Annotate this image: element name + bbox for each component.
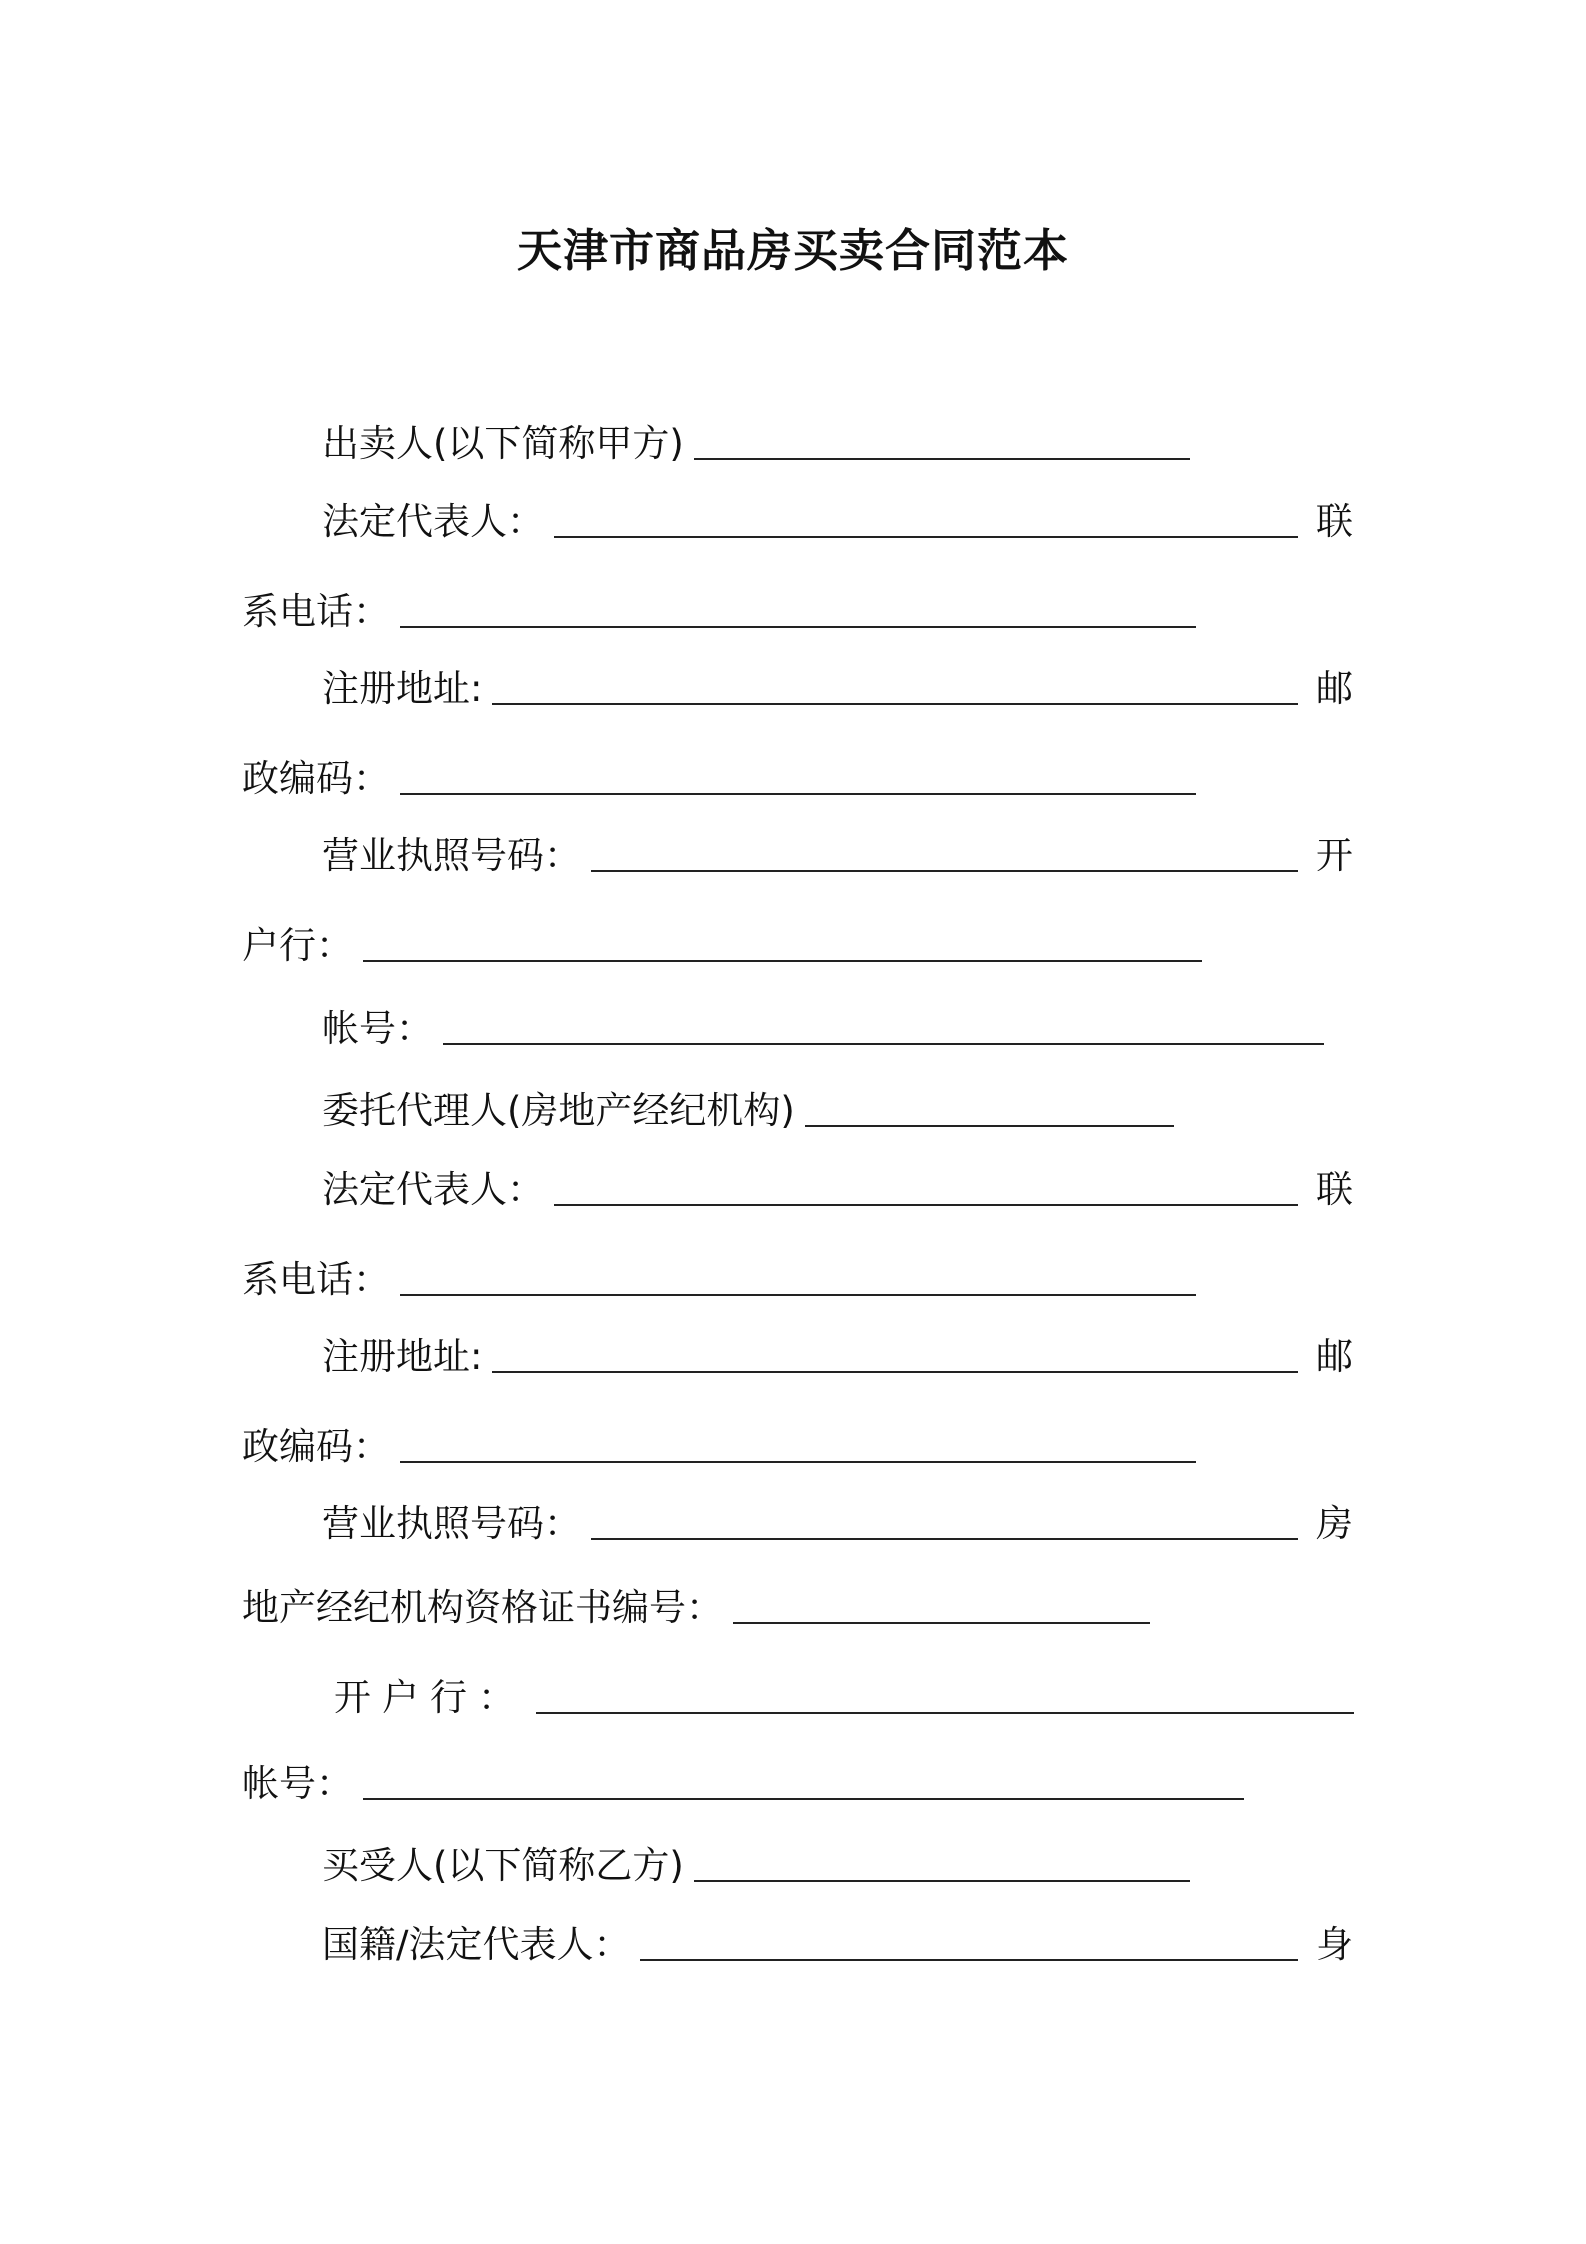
seller-account-blank[interactable]: [443, 1043, 1324, 1045]
agent-bank-label: 开户行：: [334, 1676, 526, 1719]
seller-address-label: 注册地址:: [322, 667, 483, 710]
seller-phone-blank[interactable]: [400, 626, 1196, 628]
seller-legal-rep-label: 法定代表人：: [322, 500, 544, 543]
seller-postcode-blank[interactable]: [400, 793, 1196, 795]
agent-address-blank[interactable]: [492, 1371, 1298, 1373]
agent-license-label: 营业执照号码：: [322, 1502, 581, 1545]
seller-legal-rep-tail: 联: [1316, 500, 1353, 543]
agent-address-label: 注册地址:: [322, 1335, 483, 1378]
agent-label: 委托代理人(房地产经纪机构): [322, 1089, 795, 1132]
agent-certificate-label: 地产经纪机构资格证书编号：: [242, 1586, 723, 1629]
seller-postcode-label: 政编码：: [242, 757, 390, 800]
agent-bank-line: [334, 1670, 1354, 1726]
agent-account-line: [242, 1756, 1244, 1812]
document-title: 天津市商品房买卖合同范本: [516, 224, 1069, 277]
agent-blank[interactable]: [805, 1125, 1174, 1127]
agent-address-tail: 邮: [1316, 1335, 1353, 1378]
agent-legal-rep-label: 法定代表人：: [322, 1168, 544, 1211]
seller-license-blank[interactable]: [591, 870, 1298, 872]
seller-phone-label: 系电话：: [242, 590, 390, 633]
buyer-line: [322, 1838, 1190, 1894]
agent-phone-label: 系电话：: [242, 1258, 390, 1301]
seller-postcode-line: [242, 751, 1196, 807]
seller-blank[interactable]: [694, 458, 1190, 460]
buyer-nationality-label: 国籍/法定代表人：: [322, 1923, 631, 1966]
seller-address-blank[interactable]: [492, 703, 1298, 705]
agent-legal-rep-line: [322, 1162, 1298, 1218]
agent-certificate-line: [242, 1580, 1150, 1636]
agent-account-label: 帐号：: [242, 1762, 353, 1805]
buyer-nationality-line: [322, 1917, 1298, 1973]
seller-account-line: [322, 1001, 1324, 1057]
agent-account-blank[interactable]: [363, 1798, 1244, 1800]
agent-address-line: [322, 1329, 1298, 1385]
agent-postcode-blank[interactable]: [400, 1461, 1196, 1463]
seller-legal-rep-line: [322, 494, 1298, 550]
agent-license-blank[interactable]: [591, 1538, 1298, 1540]
buyer-label: 买受人(以下简称乙方): [322, 1844, 684, 1887]
seller-license-tail: 开: [1316, 834, 1353, 877]
agent-certificate-blank[interactable]: [733, 1622, 1150, 1624]
seller-line: [322, 416, 1190, 472]
seller-address-tail: 邮: [1316, 667, 1353, 710]
seller-bank-label: 户行：: [242, 924, 353, 967]
agent-bank-blank[interactable]: [536, 1712, 1354, 1714]
agent-phone-line: [242, 1252, 1196, 1308]
seller-legal-rep-blank[interactable]: [554, 536, 1298, 538]
agent-license-tail: 房: [1316, 1502, 1353, 1545]
seller-bank-line: [242, 918, 1202, 974]
buyer-blank[interactable]: [694, 1880, 1190, 1882]
seller-phone-line: [242, 584, 1196, 640]
seller-label: 出卖人(以下简称甲方): [322, 422, 684, 465]
agent-legal-rep-blank[interactable]: [554, 1204, 1298, 1206]
agent-legal-rep-tail: 联: [1316, 1168, 1353, 1211]
agent-postcode-line: [242, 1419, 1196, 1475]
seller-license-line: [322, 828, 1298, 884]
agent-postcode-label: 政编码：: [242, 1425, 390, 1468]
agent-phone-blank[interactable]: [400, 1294, 1196, 1296]
seller-address-line: [322, 661, 1298, 717]
seller-account-label: 帐号：: [322, 1007, 433, 1050]
seller-bank-blank[interactable]: [363, 960, 1202, 962]
buyer-nationality-blank[interactable]: [640, 1959, 1298, 1961]
agent-line: [322, 1083, 1174, 1139]
agent-license-line: [322, 1496, 1298, 1552]
buyer-nationality-tail: 身: [1316, 1923, 1353, 1966]
seller-license-label: 营业执照号码：: [322, 834, 581, 877]
